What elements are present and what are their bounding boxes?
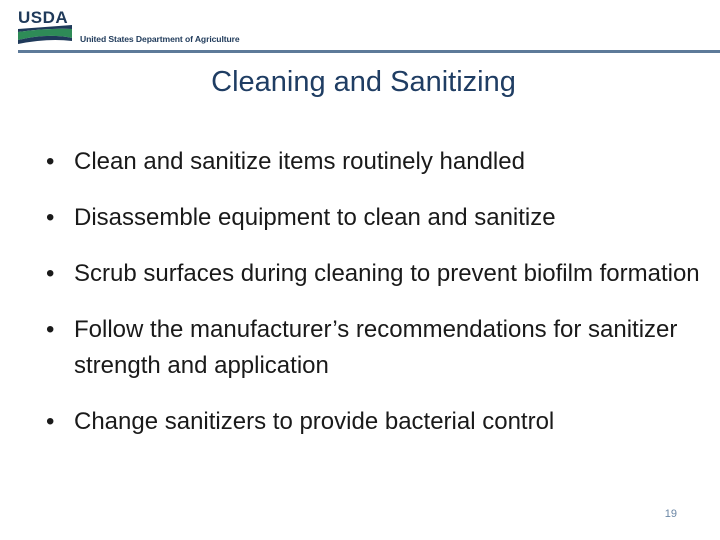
- bullet-list: [46, 144, 706, 440]
- page-number: 19: [664, 508, 677, 520]
- agency-name: United States Department of Agriculture: [80, 34, 240, 44]
- header-divider: [18, 50, 720, 53]
- bullet-item: • Follow the manufacturer’s recommendations for sanitizer strength and application: [46, 312, 706, 384]
- usda-logo: [18, 8, 72, 46]
- bullet-item: • Clean and sanitize items routinely handled: [46, 144, 706, 180]
- slide-title: Cleaning and Sanitizing: [211, 66, 516, 98]
- bullet-item: • Scrub surfaces during cleaning to prevent biofilm formation: [46, 256, 706, 292]
- bullet-item: • Change sanitizers to provide bacterial control: [46, 404, 706, 440]
- bullet-item: • Disassemble equipment to clean and sanitize: [46, 200, 706, 236]
- usda-logo-mark: [18, 8, 72, 46]
- svg-text:USDA: USDA: [18, 8, 69, 27]
